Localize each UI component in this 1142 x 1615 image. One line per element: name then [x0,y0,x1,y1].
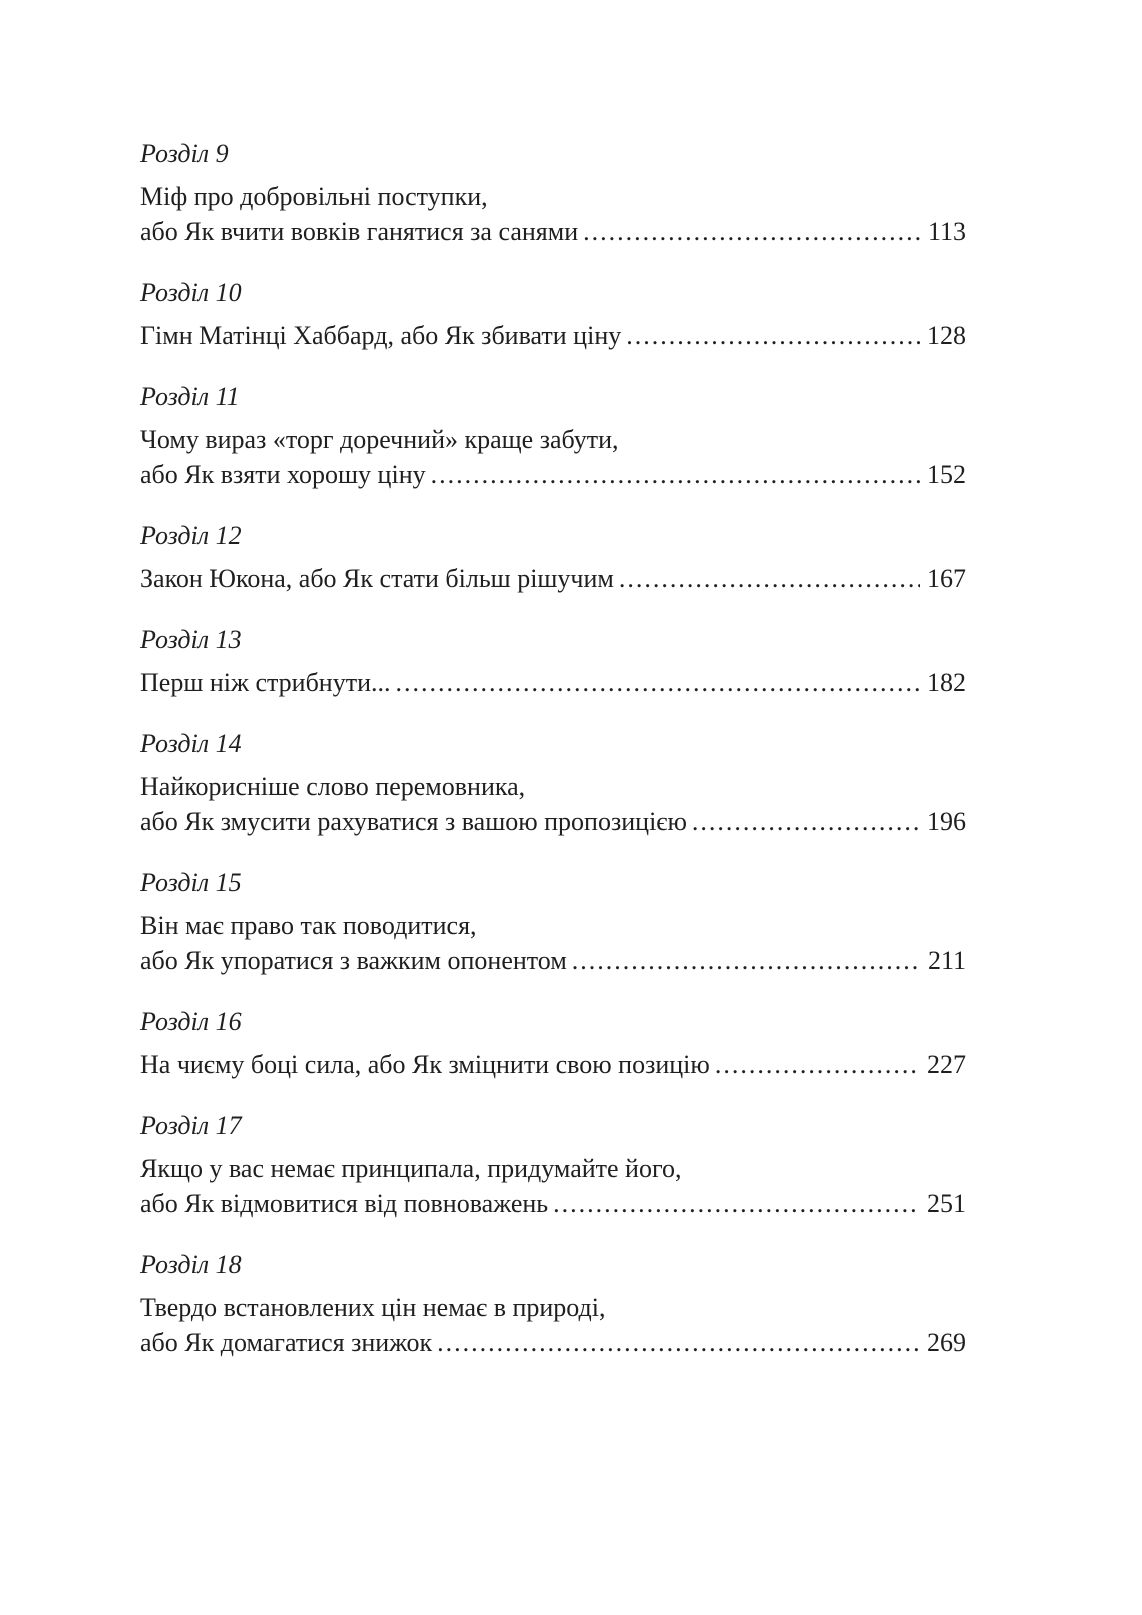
chapter-title [140,908,966,978]
toc-entry [140,1247,966,1360]
title-last-row [140,561,966,596]
chapter-label: Розділ 12 [140,521,242,550]
chapter-title [140,318,966,353]
dot-leader [572,943,921,978]
title-last-text: Перш ніж стрибнути... [140,668,391,697]
toc-entry [140,1004,966,1082]
page-number: 182 [927,668,966,697]
title-last-text: На чиєму боці сила, або Як зміцнити свою позицію [140,1050,710,1079]
toc-entry [140,379,966,492]
title-last-text: Закон Юкона, або Як стати більш рішучим [140,564,614,593]
chapter-label: Розділ 9 [140,139,229,168]
chapter-title [140,561,966,596]
title-line: Найкорисніше слово перемовника, [140,772,526,801]
title-last-row [140,214,966,249]
toc-entry [140,275,966,353]
chapter-label: Розділ 18 [140,1250,242,1279]
page-number: 152 [927,460,966,489]
title-line: Чому вираз «торг доречний» краще забути, [140,425,619,454]
page-number: 113 [927,217,966,246]
title-last-text: Гімн Матінці Хаббард, або Як збивати ціну [140,321,622,350]
chapter-label: Розділ 15 [140,868,242,897]
title-last-row [140,1186,966,1221]
title-lines [140,179,966,214]
dot-leader [553,1186,920,1221]
toc-entry [140,726,966,839]
title-lines [140,1290,966,1325]
chapter-label: Розділ 17 [140,1111,242,1140]
toc-entry [140,622,966,700]
chapter-title [140,1151,966,1221]
chapter-title [140,422,966,492]
title-last-text: або Як домагатися знижок [140,1328,433,1357]
chapter-title [140,1290,966,1360]
page-number: 167 [927,564,966,593]
dot-leader [626,318,920,353]
chapter-label: Розділ 13 [140,625,242,654]
title-last-text: або Як змусити рахуватися з вашою пропозицією [140,807,687,836]
dot-leader [619,561,920,596]
title-last-row [140,665,966,700]
title-last-row [140,457,966,492]
title-lines [140,1151,966,1186]
dot-leader [692,804,920,839]
title-last-text: або Як вчити вовків ганятися за санями [140,217,579,246]
dot-leader [396,665,921,700]
page-number: 227 [927,1050,966,1079]
toc-entry [140,1108,966,1221]
dot-leader [431,457,920,492]
title-lines [140,908,966,943]
title-last-row [140,804,966,839]
dot-leader [583,214,921,249]
title-last-text: або Як відмовитися від повноважень [140,1189,549,1218]
toc-entry [140,136,966,249]
page-number: 196 [927,807,966,836]
chapter-title [140,769,966,839]
title-line: Твердо встановлених цін немає в природі, [140,1293,606,1322]
chapter-title [140,1047,966,1082]
chapter-label: Розділ 16 [140,1007,242,1036]
chapter-label: Розділ 11 [140,382,240,411]
dot-leader [437,1325,920,1360]
title-line: Якщо у вас немає принципала, придумайте його, [140,1154,682,1183]
title-last-row [140,1047,966,1082]
page-number: 128 [927,321,966,350]
title-last-row [140,1325,966,1360]
title-last-row [140,943,966,978]
page-number: 251 [927,1189,966,1218]
title-last-row [140,318,966,353]
title-lines [140,422,966,457]
page-number: 269 [927,1328,966,1357]
page-number: 211 [927,946,966,975]
toc-entry [140,518,966,596]
title-last-text: або Як взяти хорошу ціну [140,460,426,489]
title-line: Він має право так поводитися, [140,911,477,940]
chapter-label: Розділ 14 [140,729,242,758]
title-last-text: або Як упоратися з важким опонентом [140,946,567,975]
title-lines [140,769,966,804]
chapter-title [140,179,966,249]
table-of-contents [140,136,966,1360]
title-line: Міф про добровільні поступки, [140,182,488,211]
chapter-title [140,665,966,700]
chapter-label: Розділ 10 [140,278,242,307]
dot-leader [715,1047,920,1082]
toc-entry [140,865,966,978]
